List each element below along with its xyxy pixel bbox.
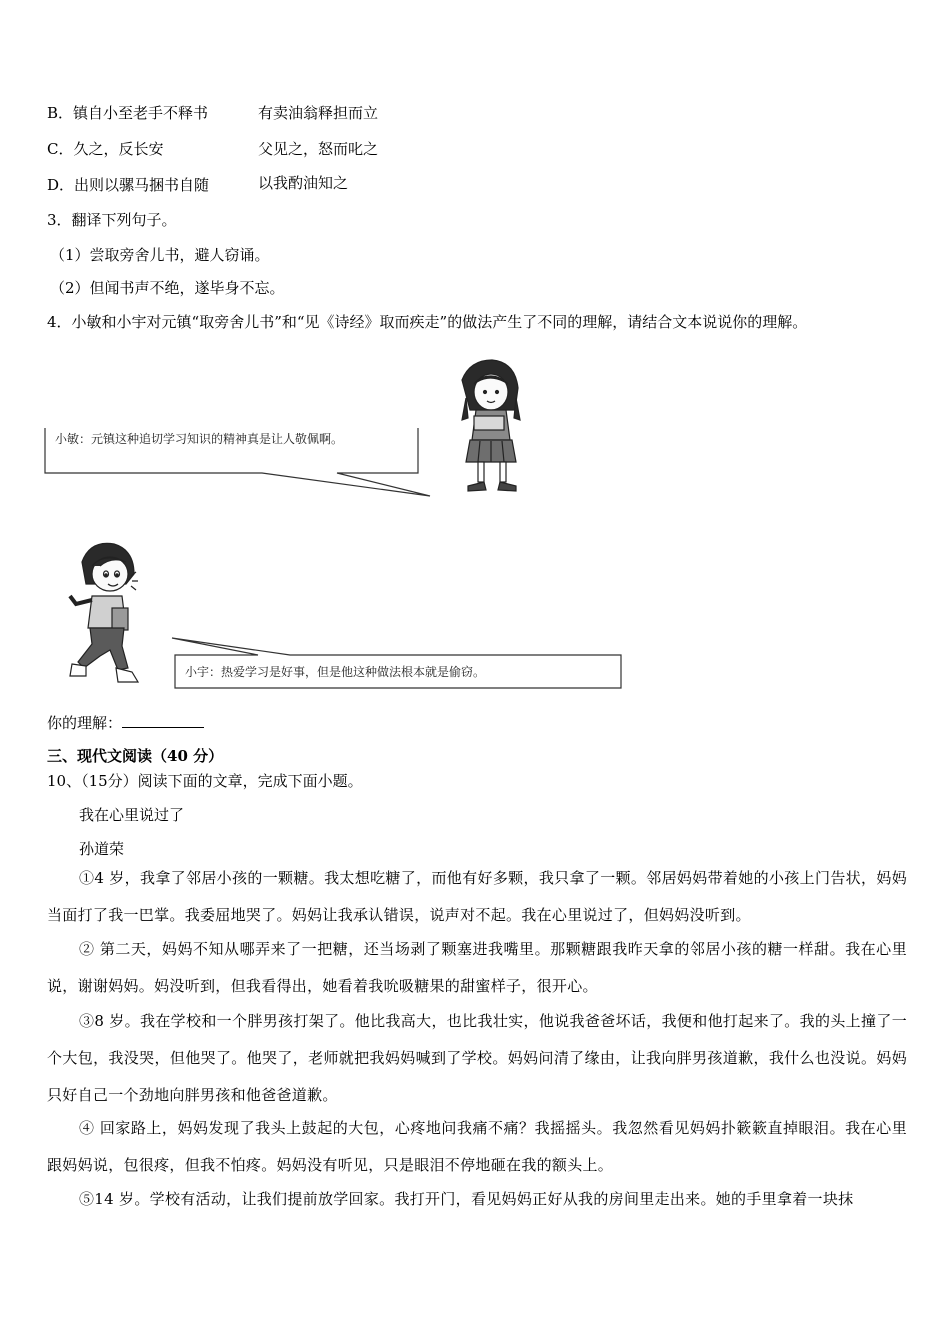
option-d-other: 以我酌油知之 (258, 174, 349, 192)
article-paragraph-3: ③8 岁。我在学校和一个胖男孩打架了。他比我高大，也比我壮实，他说我爸爸坏话，我便和他打起来了。我的头上撞了一个大包，我没哭，但他哭了。他哭了，老师就把我妈妈喊到了学校。妈妈问清了缘由，让我向胖男孩道歉，我什么也没说。妈妈只好自己一个劲地向胖男孩和他爸爸道歉。 (47, 1012, 907, 1104)
option-b-other: 有卖油翁释担而立 (258, 104, 379, 122)
option-c-other: 父见之，怒而叱之 (258, 140, 379, 158)
article-paragraph-5: ⑤14 岁。学校有活动，让我们提前放学回家。我打开门，看见妈妈正好从我的房间里走出来。她的手里拿着一块抹 (79, 1190, 854, 1208)
article-title: 我在心里说过了 (79, 806, 185, 824)
question-10-intro: 10、（15分）阅读下面的文章，完成下面小题。 (47, 772, 363, 790)
article-paragraph-1: ①4 岁，我拿了邻居小孩的一颗糖。我太想吃糖了，而他有好多颗，我只拿了一颗。邻居妈妈带着她的小孩上门告状，妈妈当面打了我一巴掌。我委屈地哭了。妈妈让我承认错误，说声对不起。我在心里说过了，但妈妈没听到。 (47, 869, 907, 924)
article-paragraph-2: ② 第二天，妈妈不知从哪弄来了一把糖，还当场剥了颗塞进我嘴里。那颗糖跟我昨天拿的邻居小孩的糖一样甜。我在心里说，谢谢妈妈。妈没听到，但我看得出，她看着我吮吸糖果的甜蜜样子，很开心。 (47, 940, 907, 995)
question-3-sentence-1: （1）尝取旁舍儿书，避人窃诵。 (50, 246, 270, 264)
question-3-title: 3．翻译下列句子。 (47, 211, 177, 229)
xiaomin-speech-text: 小敏：元镇这种追切学习知识的精神真是让人敬佩啊。 (55, 432, 344, 446)
option-b-label: B．镇自小至老手不释书 (47, 104, 209, 122)
option-d-label: D．出则以骡马捆书自随 (47, 176, 210, 194)
answer-label: 你的理解： (47, 714, 123, 732)
question-3-sentence-2: （2）但闻书声不绝，遂毕身不忘。 (50, 279, 285, 297)
girl-figure-icon (462, 360, 520, 491)
answer-line (47, 712, 204, 733)
question-4-title: 4．小敏和小宇对元镇“取旁舍儿书”和“见《诗经》取而疾走”的做法产生了不同的理解，请结合文本说说你的理解。 (47, 313, 808, 331)
section-3-heading: 三、现代文阅读（40 分） (47, 747, 224, 765)
option-c-label: C．久之，反长安 (47, 140, 164, 158)
article-paragraph-4: ④ 回家路上，妈妈发现了我头上鼓起的大包，心疼地问我痛不痛？我摇摇头。我忽然看见妈妈扑簌簌直掉眼泪。我在心里跟妈妈说，包很疼，但我不怕疼。妈妈没有听见，只是眼泪不停地砸在我的额头上。 (47, 1119, 907, 1174)
article-author: 孙道荣 (79, 840, 125, 858)
xiaoyu-speech-text: 小宇：热爱学习是好事，但是他这种做法根本就是偷窃。 (185, 665, 486, 679)
boy-figure-icon (70, 543, 138, 682)
answer-blank[interactable] (122, 713, 204, 728)
